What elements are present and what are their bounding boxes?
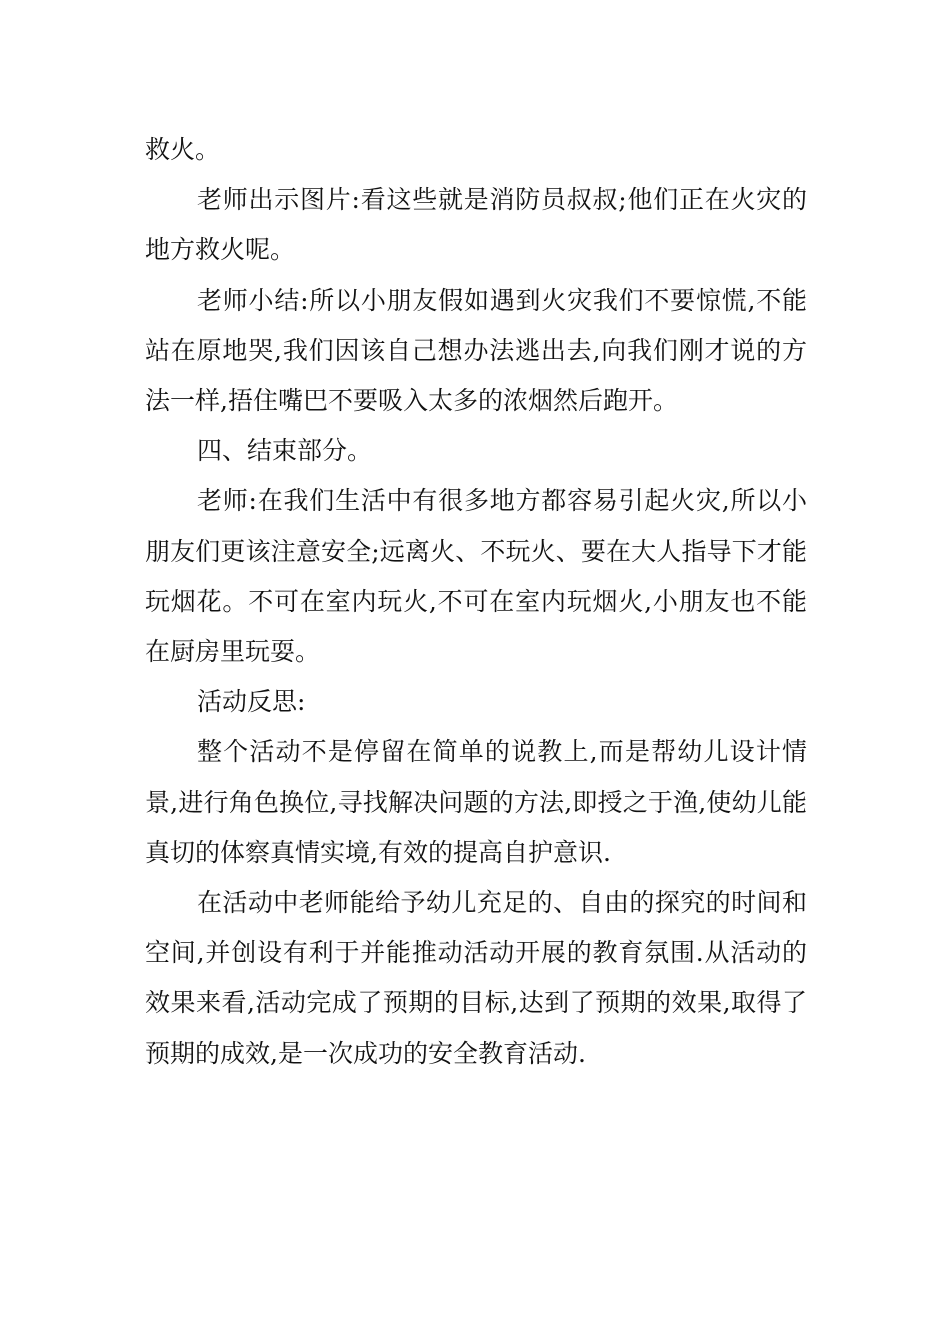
paragraph: 老师小结:所以小朋友假如遇到火灾我们不要惊慌,不能站在原地哭,我们因该自己想办法逃出去,向我们刚才说的方法一样,捂住嘴巴不要吸入太多的浓烟然后跑开。 xyxy=(145,285,807,416)
section-heading: 活动反思: xyxy=(197,687,306,717)
paragraph: 救火。 xyxy=(145,135,221,164)
paragraph: 老师出示图片:看这些就是消防员叔叔;他们正在火灾的地方救火呢。 xyxy=(145,185,807,265)
section-heading: 四、结束部分。 xyxy=(197,436,373,466)
paragraph: 在活动中老师能给予幼儿充足的、自由的探究的时间和空间,并创设有利于并能推动活动开展的教育氛围.从活动的效果来看,活动完成了预期的目标,达到了预期的效果,取得了预期的成效,是一次成功的安全教育活动. xyxy=(145,888,807,1068)
paragraph: 老师:在我们生活中有很多地方都容易引起火灾,所以小朋友们更该注意安全;远离火、不玩火、要在大人指导下才能玩烟花。不可在室内玩火,不可在室内玩烟火,小朋友也不能在厨房里玩耍。 xyxy=(145,486,807,667)
document-body xyxy=(145,125,807,1079)
paragraph: 整个活动不是停留在简单的说教上,而是帮幼儿设计情景,进行角色换位,寻找解决问题的方法,即授之于渔,使幼儿能真切的体察真情实境,有效的提高自护意识. xyxy=(145,737,807,867)
